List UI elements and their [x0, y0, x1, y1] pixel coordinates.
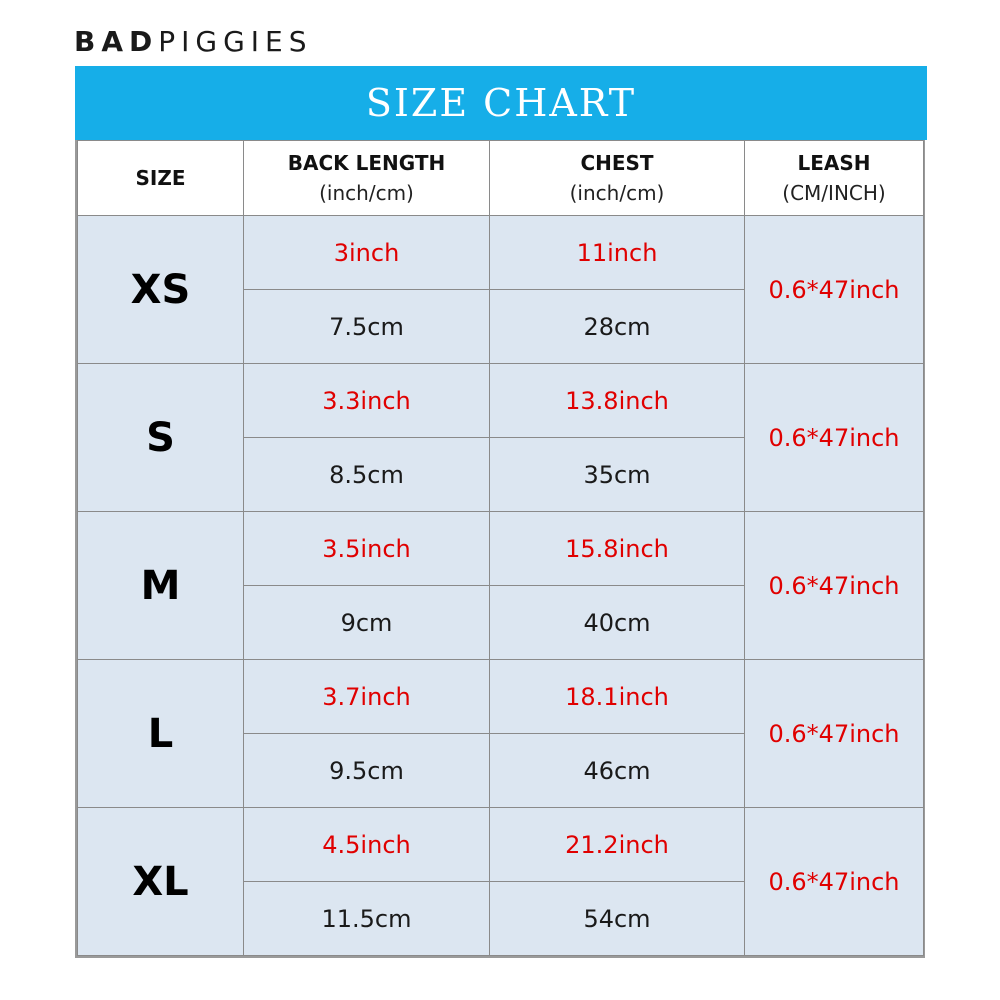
size-cell: M: [78, 512, 244, 660]
chest-inch-cell: 18.1inch: [490, 660, 745, 734]
back-inch-cell: 3.3inch: [244, 364, 490, 438]
chest-cm-cell: 54cm: [490, 882, 745, 956]
header-chest-unit: (inch/cm): [569, 181, 665, 205]
leash-cell: 0.6*47inch: [745, 216, 924, 364]
brand-logo-bold: BAD: [74, 25, 159, 58]
header-chest-label: CHEST: [580, 151, 654, 175]
chest-inch-cell: 11inch: [490, 216, 745, 290]
header-leash: [745, 141, 924, 216]
header-size-label: SIZE: [135, 166, 186, 190]
table-row: [78, 364, 924, 438]
table-row: [78, 808, 924, 882]
chest-cm-cell: 46cm: [490, 734, 745, 808]
chest-cm-cell: 28cm: [490, 290, 745, 364]
header-back-length-unit: (inch/cm): [319, 181, 414, 205]
size-cell: L: [78, 660, 244, 808]
header-size: [78, 141, 244, 216]
size-table: [77, 140, 924, 956]
back-cm-cell: 9cm: [244, 586, 490, 660]
chart-title: SIZE CHART: [75, 66, 927, 140]
back-cm-cell: 11.5cm: [244, 882, 490, 956]
header-leash-label: LEASH: [797, 151, 871, 175]
size-chart: [75, 66, 925, 958]
brand-logo: [74, 22, 313, 62]
brand-logo-light: PIGGIES: [158, 25, 313, 58]
header-chest: [490, 141, 745, 216]
back-cm-cell: 9.5cm: [244, 734, 490, 808]
chest-inch-cell: 13.8inch: [490, 364, 745, 438]
table-row: [78, 512, 924, 586]
size-cell: S: [78, 364, 244, 512]
back-inch-cell: 3.5inch: [244, 512, 490, 586]
back-inch-cell: 4.5inch: [244, 808, 490, 882]
back-cm-cell: 8.5cm: [244, 438, 490, 512]
back-inch-cell: 3.7inch: [244, 660, 490, 734]
leash-cell: 0.6*47inch: [745, 364, 924, 512]
table-row: [78, 216, 924, 290]
leash-cell: 0.6*47inch: [745, 512, 924, 660]
table-row: [78, 660, 924, 734]
header-leash-unit: (CM/INCH): [782, 181, 886, 205]
chest-inch-cell: 21.2inch: [490, 808, 745, 882]
back-inch-cell: 3inch: [244, 216, 490, 290]
header-row: [78, 141, 924, 216]
header-back-length: [244, 141, 490, 216]
leash-cell: 0.6*47inch: [745, 808, 924, 956]
chest-cm-cell: 40cm: [490, 586, 745, 660]
size-cell: XL: [78, 808, 244, 956]
leash-cell: 0.6*47inch: [745, 660, 924, 808]
chest-cm-cell: 35cm: [490, 438, 745, 512]
chest-inch-cell: 15.8inch: [490, 512, 745, 586]
header-back-length-label: BACK LENGTH: [287, 151, 446, 175]
back-cm-cell: 7.5cm: [244, 290, 490, 364]
size-cell: XS: [78, 216, 244, 364]
